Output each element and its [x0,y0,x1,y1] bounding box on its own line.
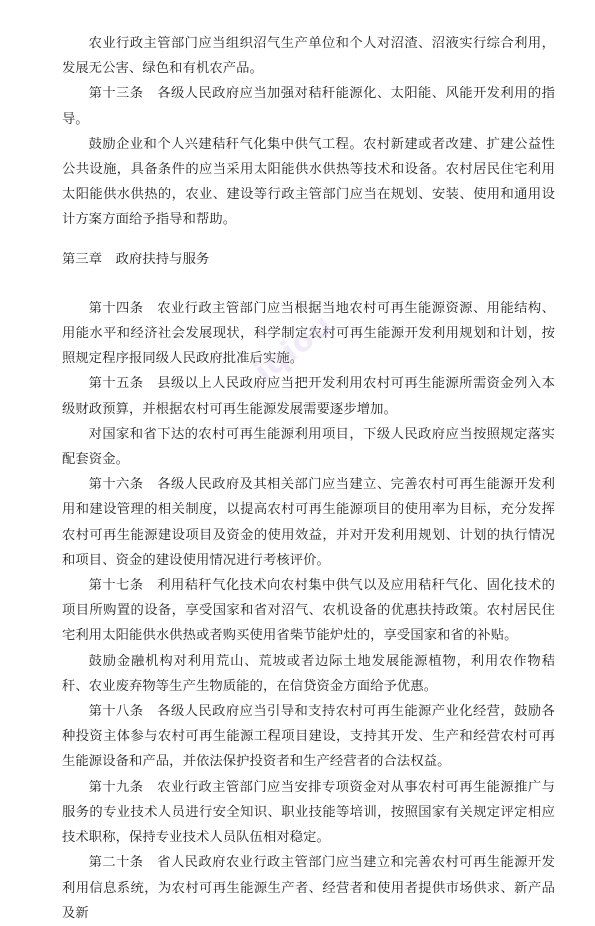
article-13: 第十三条 各级人民政府应当加强对秸秆能源化、太阳能、风能开发利用的指导。 [62,86,555,127]
article-14: 第十四条 农业行政主管部门应当根据当地农村可再生能源资源、用能结构、用能水平和经济社会发展现状，科学制定农村可再生能源开发利用规划和计划，按照规定程序报同级人民政府批准后实施。 [62,300,555,367]
article-19: 第十九条 农业行政主管部门应当安排专项资金对从事农村可再生能源推广与服务的专业技术人员进行安全知识、职业技能等培训，按照国家有关规定评定相应技术职称，保持专业技术人员队伍相对稳定。 [62,779,555,846]
article-16: 第十六条 各级人民政府及其相关部门应当建立、完善农村可再生能源开发利用和建设管理的相关制度，以提高农村可再生能源项目的使用率为目标，充分发挥农村可再生能源建设项目及资金的使用效益，并对开发利用规划、计划的执行情况和项目、资金的建设使用情况进行考核评价。 [62,477,555,568]
paragraph: 鼓励金融机构对利用荒山、荒坡或者边际土地发展能源植物，利用农作物秸秆、农业废弃物等生产生物质能的，在信贷资金方面给予优惠。 [62,653,555,694]
article-18: 第十八条 各级人民政府应当引导和支持农村可再生能源产业化经营，鼓励各种投资主体参与农村可再生能源工程项目建设，支持其开发、生产和经营农村可再生能源设备和产品，并依法保护投资者和生产经营者的合法权益。 [62,704,555,770]
chapter-heading: 第三章 政府扶持与服务 [62,251,210,267]
document-body [62,31,555,926]
paragraph: 对国家和省下达的农村可再生能源利用项目，下级人民政府应当按照规定落实配套资金。 [62,426,555,468]
article-20: 第二十条 省人民政府农业行政主管部门应当建立和完善农村可再生能源开发利用信息系统，为农村可再生能源生产者、经营者和使用者提供市场供求、新产品及新 [62,855,555,921]
watermark: iqiou [248,307,340,390]
article-17: 第十七条 利用秸秆气化技术向农村集中供气以及应用秸秆气化、固化技术的项目所购置的设备，享受国家和省对沼气、农机设备的优惠扶持政策。农村居民住宅利用太阳能供水供热或者购买使用省柴节能炉灶的，享受国家和省的补贴。 [62,578,555,644]
paragraph: 鼓励企业和个人兴建秸秆气化集中供气工程。农村新建或者改建、扩建公益性公共设施，具备条件的应当采用太阳能供水供热等技术和设备。农村居民住宅利用太阳能供水供热的，农业、建设等行政主管部门应当在规划、安装、使用和通用设计方案方面给予指导和帮助。 [62,136,555,228]
paragraph: 农业行政主管部门应当组织沼气生产单位和个人对沼渣、沼液实行综合利用，发展无公害、绿色和有机农产品。 [62,36,555,77]
article-15: 第十五条 县级以上人民政府应当把开发利用农村可再生能源所需资金列入本级财政预算，并根据农村可再生能源发展需要逐步增加。 [62,376,555,417]
